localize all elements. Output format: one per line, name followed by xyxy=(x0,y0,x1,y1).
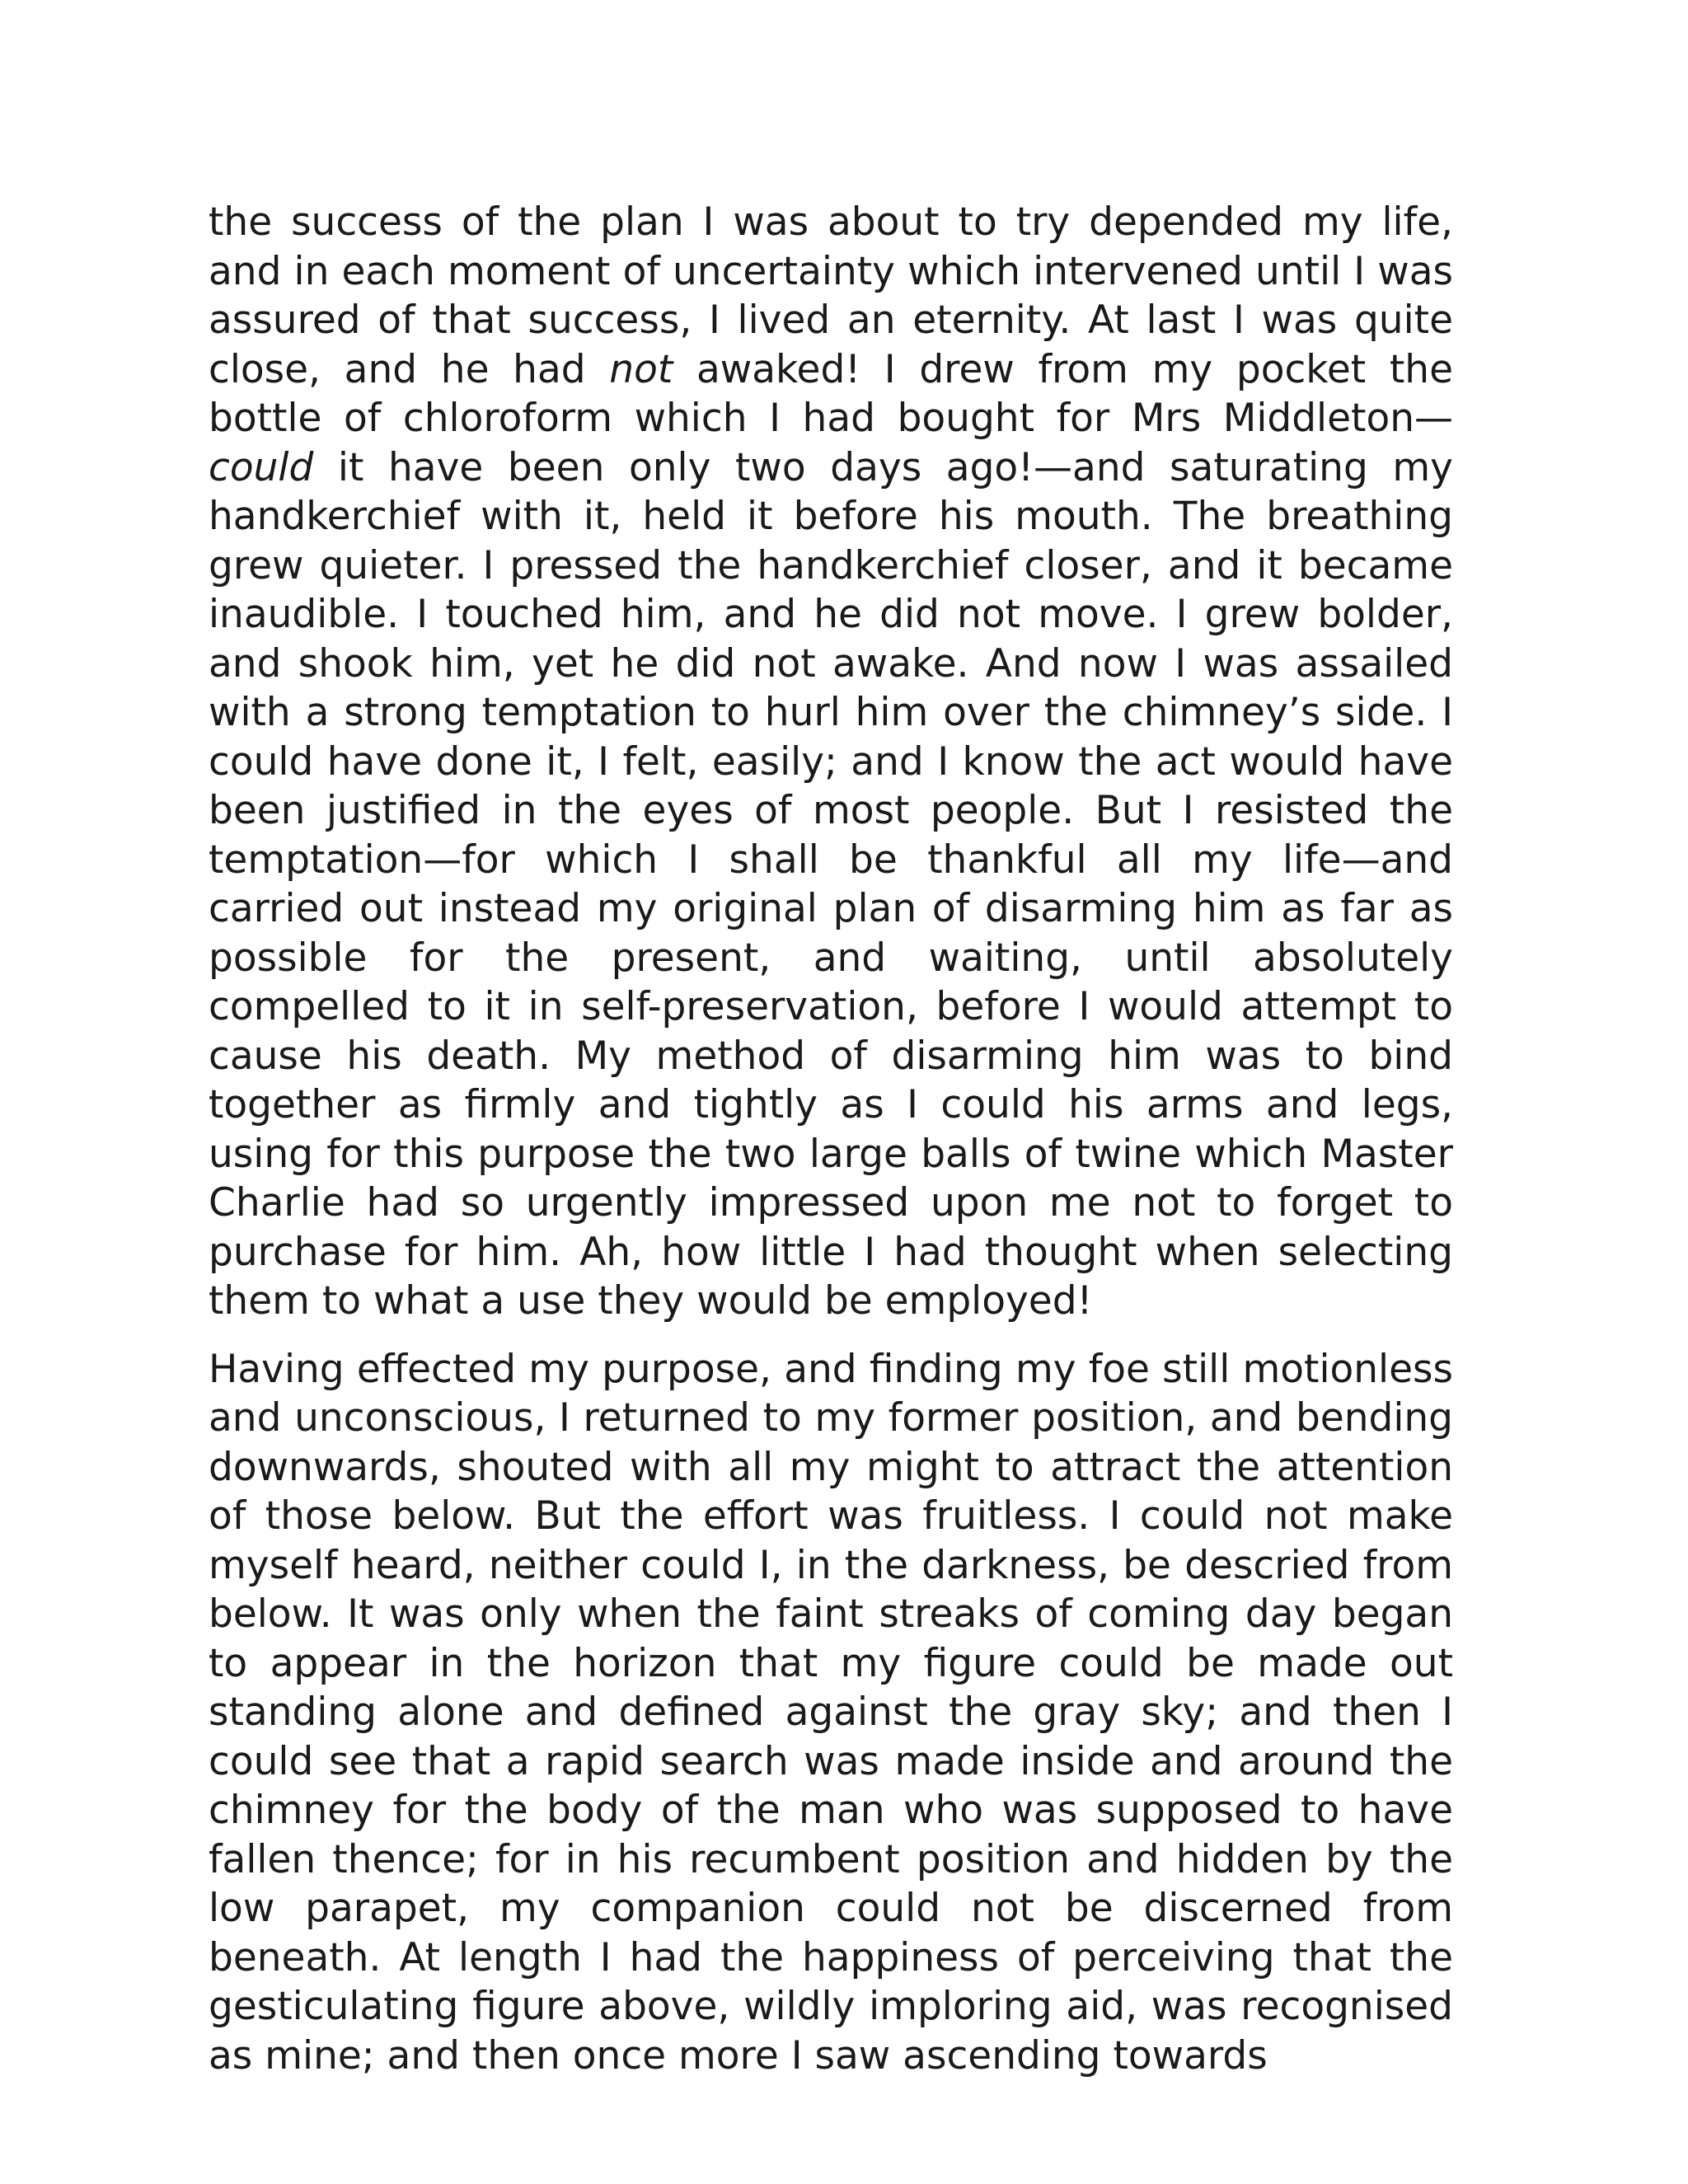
emphasis-text: could xyxy=(209,444,314,490)
paragraph xyxy=(209,198,1453,1326)
page-body xyxy=(209,198,1453,2080)
emphasis-text: not xyxy=(609,346,673,392)
paragraph-text: Having effected my purpose, and finding my foe still motionless and unconscious, I returned to my former position, and bending downwards, shouted with all my might to attract the attention of those below. But the effort was fruitless. I could not make myself heard, neither could I, in the darkness, be descried from below. It was only when the faint streaks of coming day began to appear in the horizon that my figure could be made out standing alone and defined against the gray sky; and then I could see that a rapid search was made inside and around the chimney for the body of the man who was supposed to have fallen thence; for in his recumbent position and hidden by the low parapet, my companion could not be discerned from beneath. At length I had the happiness of perceiving that the gesticulating figure above, wildly imploring aid, was recognised as mine; and then once more I saw ascending towards xyxy=(209,1346,1453,2079)
paragraph xyxy=(209,1345,1453,2081)
paragraph-text: awaked! I drew from my pocket the bottle of chloroform which I had bought for Mrs Middleton— xyxy=(209,346,1453,441)
paragraph-text: it have been only two days ago!—and saturating my handkerchief with it, held it before his mouth. The breathing grew quieter. I pressed the handkerchief closer, and it became inaudible. I touched him, and he did not move. I grew bolder, and shook him, yet he did not awake. And now I was assailed with a strong temptation to hurl him over the chimney’s side. I could have done it, I felt, easily; and I know the act would have been justified in the eyes of most people. But I resisted the temptation—for which I shall be thankful all my life—and carried out instead my original plan of disarming him as far as possible for the present, and waiting, until absolutely compelled to it in self-preservation, before I would attempt to cause his death. My method of disarming him was to bind together as firmly and tightly as I could his arms and legs, using for this purpose the two large balls of twine which Master Charlie had so urgently impressed upon me not to forget to purchase for him. Ah, how little I had thought when selecting them to what a use they would be employed! xyxy=(209,444,1453,1324)
paragraph-text: the success of the plan I was about to try depended my life, and in each moment of uncertainty which intervened until I was assured of that success, I lived an eternity. At last I was quite close, and he had xyxy=(209,199,1453,392)
